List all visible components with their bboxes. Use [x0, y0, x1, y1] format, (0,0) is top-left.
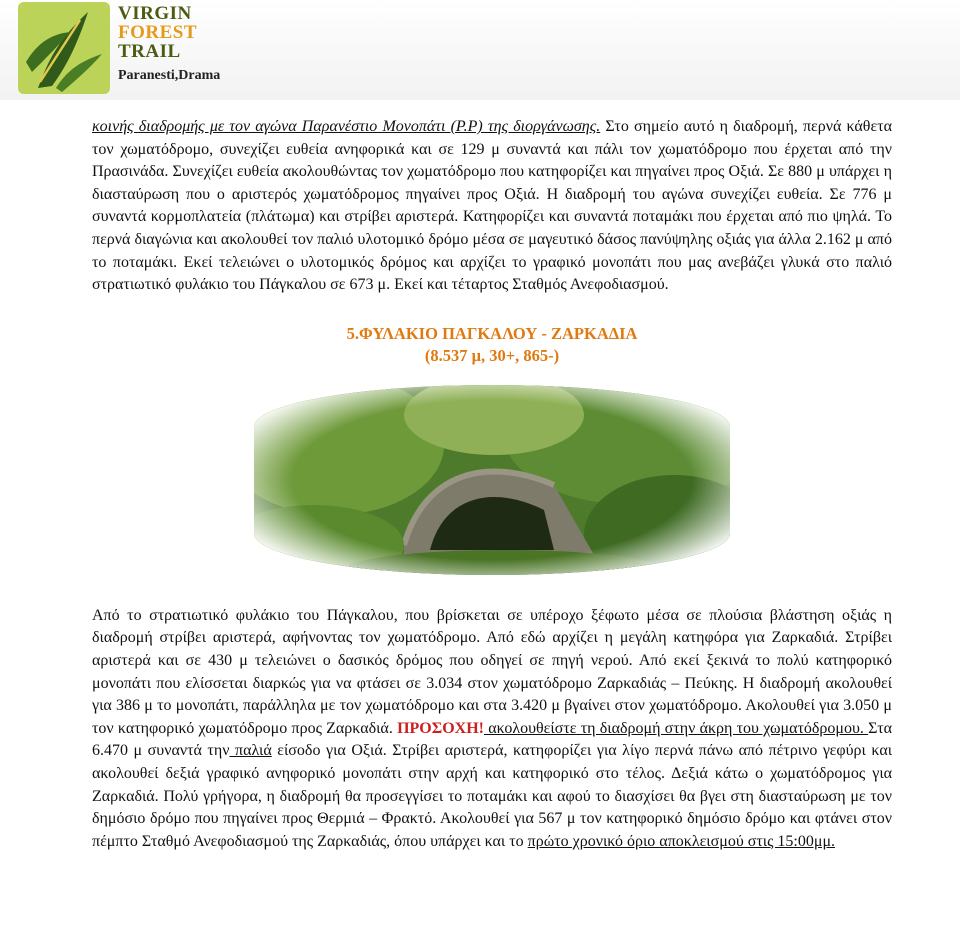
body-underlined2: παλιά	[229, 742, 272, 760]
intro-italic-lead: κοινής διαδρομής με τον αγώνα Παρανέστιο Μονοπάτι (Ρ.Ρ) της διοργάνωσης.	[92, 118, 601, 135]
body-paragraph	[92, 605, 892, 854]
warning-label: ΠΡΟΣΟΧΗ!	[397, 719, 484, 737]
logo-line-location: Paranesti,Drama	[118, 68, 221, 83]
body-underlined1: ακολουθείστε τη διαδρομή στην άκρη του χωματόδρομου.	[483, 719, 869, 737]
intro-text: Στο σημείο αυτό η διαδρομή, περνά κάθετα τον χωματόδρομο, συνεχίζει ευθεία ανηφορικά και σε 129 μ συναντά και πάλι τον χωματόδρομο που έρχεται από την Πρασινάδα. Συνεχίζει ευθεία ακολουθώντας τον χωματόδρομο που κατηφορίζει και πηγαίνει προς Οξιά. Σε 880 μ υπάρχει η διασταύρωση που ο αριστερός χωματόδρομος πηγαίνει προς Οξιά. Η διαδρομή του αγώνα συνεχίζει ευθεία. Σε 776 μ συναντά κορμοπλατεία (πλάτωμα) και στρίβει αριστερά. Κατηφορίζει και συναντά ποταμάκι που έρχεται από πιο ψηλά. Το περνά διαγώνια και ακολουθεί τον παλιό υλοτομικό δρόμο μέσα σε μαγευτικό δάσος πανύψηλης οξιάς για άλλα 2.162 μ από το ποταμάκι. Εκεί τελειώνει ο υλοτομικός δρόμος και αρχίζει το γραφικό μονοπάτι που μας ανεβάζει γλυκά στο παλιό στρατιωτικό φυλάκιο του Πάγκαλου σε 673 μ. Εκεί και τέταρτος Σταθμός Ανεφοδιασμού.	[92, 118, 893, 294]
logo-wordmark	[118, 4, 220, 83]
leaf-icon	[18, 2, 110, 94]
stone-bridge-photo	[254, 385, 730, 575]
document-content	[92, 116, 892, 853]
logo-line-virgin: VIRGIN	[118, 3, 192, 24]
logo-line-forest: FOREST	[118, 22, 198, 43]
body-part1: Από το στρατιωτικό φυλάκιο του Πάγκαλου, που βρίσκεται σε υπέροχο ξέφωτο μέσα σε πλούσια βλάστηση οξιάς η διαδρομή στρίβει αριστερά, αφήνοντας τον χωματόδρομο. Από εδώ αρχίζει η μεγάλη κατηφόρα για Ζαρκαδιά. Στρίβει αριστερά και σε 430 μ τελειώνει ο δασικός δρόμος που οδηγεί σε πηγή νερού. Από εκεί ξεκινά το πολύ κατηφορικό μονοπάτι που ελίσσεται διαρκώς για να φτάσει σε 3.034 στον χωματόδρομο Ζαρκαδιάς – Πεύκης. Η διαδρομή ακολουθεί για 386 μ το μονοπάτι, παράλληλα με τον χωματόδρομο και στα 3.420 μ βγαίνει στον χωματόδρομο. Ακολουθεί για 3.050 μ τον κατηφορικό χωματόδρομο προς Ζαρκαδιά.	[92, 606, 892, 737]
virgin-forest-trail-logo[interactable]	[18, 2, 230, 94]
section-heading	[92, 323, 892, 367]
page-header	[0, 0, 960, 100]
body-part3: είσοδο για Οξιά. Στρίβει αριστερά, κατηφορίζει για λίγο περνά πάνω από πέτρινο γεφύρι και ακολουθεί δεξιά γραφικό ανηφορικό μονοπάτι στην αρχή και κατηφορικό στο τέλος. Δεξιά κάτω ο χωματόδρομος για Ζαρκαδιά. Πολύ γρήγορα, η διαδρομή θα προσεγγίσει το ποταμάκι και αφού το διασχίσει θα βγει στη διασταύρωση με τον δημόσιο δρόμο που πηγαίνει προς Θερμιά – Φρακτό. Ακολουθεί για 567 μ τον κατηφορικό δημόσιο δρόμο και φτάνει στον πέμπτο Σταθμό Ανεφοδιασμού της Ζαρκαδιάς, όπου υπάρχει και το	[92, 742, 892, 850]
logo-line-trail: TRAIL	[118, 41, 181, 62]
body-part2: Στα 6.470 μ συναντά την	[92, 719, 893, 760]
section-subtitle: (8.537 μ, 30+, 865-)	[424, 345, 560, 365]
body-underlined3: πρώτο χρονικό όριο αποκλεισμού στις 15:00μμ.	[527, 832, 836, 850]
intro-paragraph	[92, 116, 892, 297]
section-title: 5.ΦΥΛΑΚΙΟ ΠΑΓΚΑΛΟΥ - ΖΑΡΚΑΔΙΑ	[346, 323, 638, 343]
